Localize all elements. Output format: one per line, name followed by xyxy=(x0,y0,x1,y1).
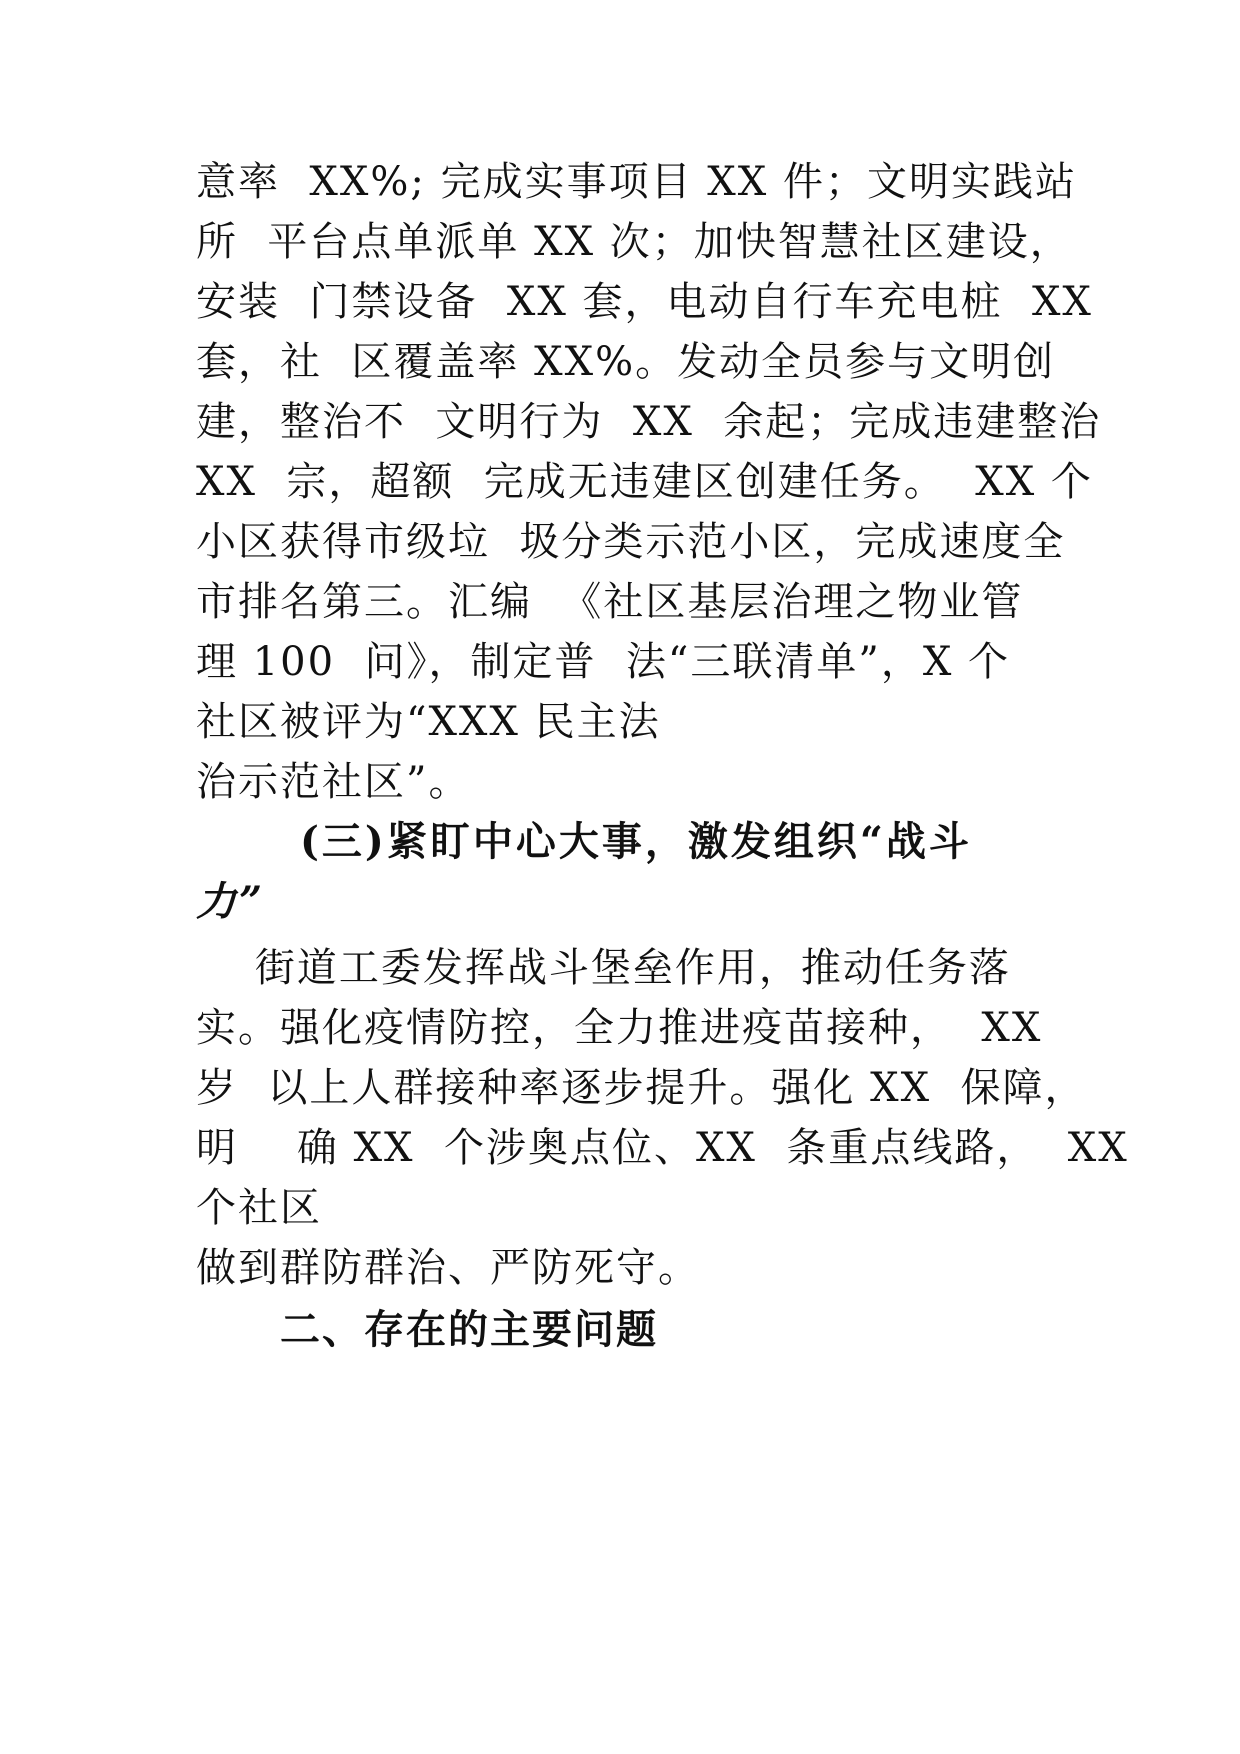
paragraph-line: 治示范社区”。 xyxy=(196,759,471,805)
paragraph-line: 套，社 区覆盖率 XX%。发动全员参与文明创 xyxy=(196,339,1056,385)
paragraph-line: 街道工委发挥战斗堡垒作用，推动任务落 xyxy=(196,945,1011,991)
section-heading: 二、存在的主要问题 xyxy=(280,1307,658,1353)
paragraph-line: 个社区 xyxy=(196,1185,322,1231)
paragraph-line: 建，整治不 文明行为 XX 余起；完成违建整治 xyxy=(196,399,1102,445)
paragraph-line: 社区被评为“XXX 民主法 xyxy=(196,699,661,745)
section-heading-continuation: 力” xyxy=(196,878,266,925)
paragraph-line: 明 确 XX 个涉奥点位、XX 条重点线路， XX xyxy=(196,1125,1129,1171)
paragraph-line: 实。强化疫情防控，全力推进疫苗接种， XX xyxy=(196,1005,1043,1051)
paragraph-line: 岁 以上人群接种率逐步提升。强化 XX 保障， xyxy=(196,1065,1087,1111)
paragraph-line: 所 平台点单派单 XX 次；加快智慧社区建设， xyxy=(196,219,1072,265)
paragraph-line: 做到群防群治、严防死守。 xyxy=(196,1245,700,1291)
paragraph-line: 安装 门禁设备 XX 套，电动自行车充电桩 XX xyxy=(196,279,1093,325)
paragraph-line: 市排名第三。汇编 《社区基层治理之物业管 xyxy=(196,579,1024,625)
paragraph-line: 小区获得市级垃 圾分类示范小区，完成速度全 xyxy=(196,519,1066,565)
section-heading: (三)紧盯中心大事，激发组织“战斗 xyxy=(300,818,972,865)
paragraph-line: XX 宗，超额 完成无违建区创建任务。 XX 个 xyxy=(196,459,1093,505)
paragraph-line: 理 100 问》，制定普 法“三联清单”，X 个 xyxy=(196,639,1011,685)
paragraph-line: 意率 XX%; 完成实事项目 XX 件；文明实践站 xyxy=(196,159,1077,205)
